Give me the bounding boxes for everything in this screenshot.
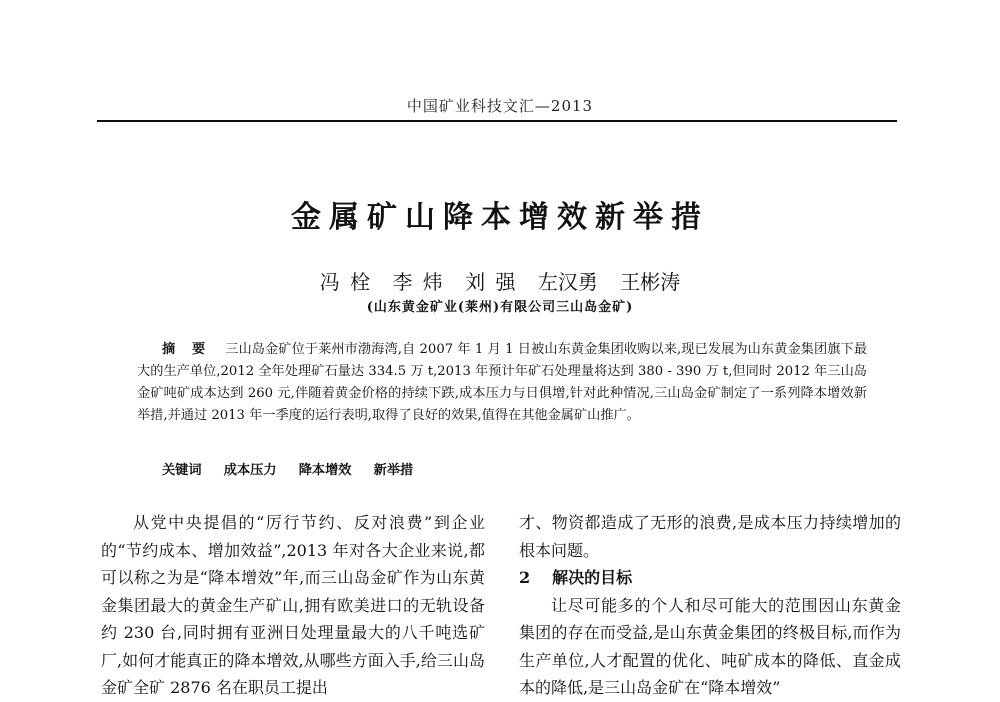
keywords-label: 关键词 [162,463,202,478]
section-heading [519,564,901,592]
section-title: 解决的目标 [552,568,633,587]
journal-header: 中国矿业科技文汇—2013 [406,97,594,115]
body-paragraph: 才、物资都造成了无形的浪费,是成本压力持续增加的根本问题。 [519,513,901,560]
body-paragraph: 让尽可能多的个人和尽可能大的范围因山东黄金集团的存在而受益,是山东黄金集团的终极目标,而作为生产单位,人才配置的优化、吨矿成本的降低、直金成本的降低,是三山岛金矿在“降本增效” [519,595,901,697]
abstract-label: 摘 要 [162,342,212,357]
body-right-column [519,509,901,702]
author-name: 李 炜 [392,270,443,294]
affiliation: (山东黄金矿业(莱州)有限公司三山岛金矿) [366,300,634,315]
author-name: 王彬涛 [620,270,681,294]
keyword: 降本增效 [298,463,352,478]
author-list [0,266,1000,295]
abstract-text: 三山岛金矿位于莱州市渤海湾,自 2007 年 1 月 1 日被山东黄金集团收购以来,现已发展为山东黄金集团旗下最大的生产单位,2012 全年处理矿石量达 334.5 万 t,2013 年预计年矿石处理量将达到 380 - 390 万 t,但同时 2012 年三山岛金矿吨矿成本达到 260 元,伴随着黄金价格的持续下跌,成本压力与日俱增,针对此种情况,三山岛金矿制定了一系列降本增效新举措,并通过 2013 年一季度的运行表明,取得了良好的效果,值得在其他金属矿山推广。 [137,342,868,423]
author-name: 刘 强 [465,270,516,294]
section-number: 2 [519,568,531,587]
abstract [137,339,867,427]
body-left-column [101,509,485,702]
keyword: 新举措 [373,463,414,478]
author-name: 冯 栓 [319,270,371,294]
header-rule [97,120,897,122]
keywords [162,459,431,478]
keyword: 成本压力 [223,463,277,478]
paper-title: 金属矿山降本增效新举措 [291,200,709,235]
author-name: 左汉勇 [537,270,598,294]
body-paragraph: 从党中央提倡的“厉行节约、反对浪费”到企业的“节约成本、增加效益”,2013 年对各大企业来说,都可以称之为是“降本增效”年,而三山岛金矿作为山东黄金集团最大的黄金生产矿山,拥有欧美进口的无轨设备约 230 台,同时拥有亚洲日处理量最大的八千吨选矿厂,如何才能真正的降本增效,从哪些方面入手,给三山岛金矿全矿 2876 名在职员工提出 [101,513,485,697]
